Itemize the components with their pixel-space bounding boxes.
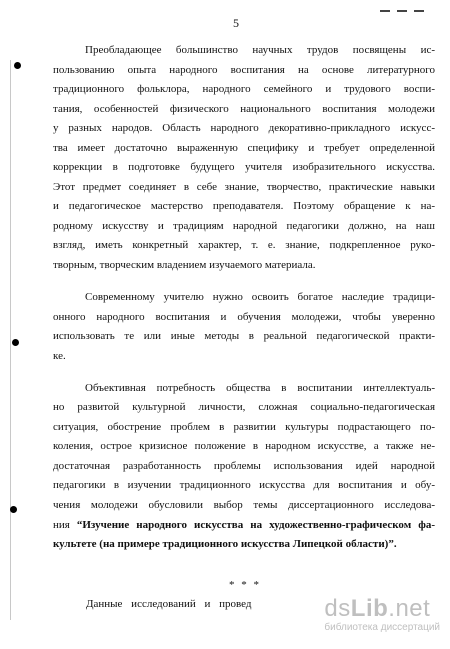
text-line bbox=[53, 516, 435, 536]
text-fragment: ния bbox=[53, 518, 70, 531]
text-line: у разных народов. Область народного декоративно-прикладного искусс- bbox=[53, 122, 435, 135]
paragraph bbox=[53, 41, 435, 276]
text-line: достаточная разработанность проблемы использования идей народной bbox=[53, 459, 435, 472]
punch-hole-dot bbox=[10, 506, 17, 513]
logo-part-light: ds bbox=[324, 595, 351, 622]
section-separator: * * * bbox=[229, 579, 261, 591]
text-line: Этот предмет соединяет в себе знание, творчество, практические навыки bbox=[53, 180, 435, 193]
scan-mark bbox=[414, 10, 424, 12]
scan-mark bbox=[397, 10, 407, 12]
text-line: коления, острое кризисное положение в народном искусстве, а также не- bbox=[53, 440, 435, 453]
text-line: ке. bbox=[53, 349, 66, 362]
body-text bbox=[53, 41, 435, 555]
thesis-title-line: культете (на примере традиционного искусства Липецкой области)”. bbox=[53, 538, 397, 551]
text-line: педагогики в изучении традиционного искусства для воспитания и обу- bbox=[53, 479, 435, 492]
text-line: онного народного воспитания и обучения молодежи, чтобы уверенно bbox=[53, 310, 435, 323]
logo-part-bold: Lib bbox=[350, 595, 389, 622]
text-line: но развитой культурной личности, сложная социально-педагогическая bbox=[53, 401, 435, 414]
text-line: тания, особенностей физического национального воспитания молодежи bbox=[53, 102, 435, 115]
page-number: 5 bbox=[233, 16, 239, 30]
text-line: и педагогическое мастерство преподавателя. Поэтому обращение к на- bbox=[53, 200, 435, 213]
text-line: Преобладающее большинство научных трудов посвящены ис- bbox=[85, 44, 435, 56]
watermark bbox=[324, 597, 440, 635]
text-line: чения молодежи обусловили выбор темы диссертационного исследова- bbox=[53, 499, 435, 512]
text-line: использовать те или иные методы в реальной педагогической практи- bbox=[53, 330, 435, 343]
scan-margin-line bbox=[10, 60, 11, 620]
text-line: взгляд, иметь конкретный характер, т. е. знание, подкрепленное руко- bbox=[53, 239, 435, 252]
text-line: тва имеет достаточно выраженную специфику и требует определенной bbox=[53, 141, 435, 154]
watermark-logo bbox=[324, 597, 440, 621]
text-line: традиционного фольклора, народного семейного и трудового воспи- bbox=[53, 83, 435, 96]
logo-part-tail: .net bbox=[388, 595, 431, 622]
paragraph bbox=[53, 379, 435, 555]
text-line: родному искусству и традициям народной педагогики должно, на наш bbox=[53, 219, 435, 232]
text-line: Объективная потребность общества в воспитании интеллектуаль- bbox=[85, 381, 435, 394]
punch-hole-dot bbox=[14, 62, 21, 69]
punch-hole-dot bbox=[12, 339, 19, 346]
text-line: творным, творческим владением изучаемого материала. bbox=[53, 259, 316, 272]
text-line: Современному учителю нужно освоить богатое наследие традици- bbox=[85, 291, 435, 304]
watermark-subtitle: библиотека диссертаций bbox=[324, 622, 440, 633]
thesis-title-fragment: “Изучение народного искусства на художественно-графическом фа- bbox=[76, 518, 435, 531]
paragraph bbox=[53, 288, 435, 366]
text-line: пользованию опыта народного воспитания на основе литературного bbox=[53, 63, 435, 76]
text-line: ситуация, обострение проблем в развитии культуры подрастающего по- bbox=[53, 420, 435, 433]
scan-mark bbox=[380, 10, 390, 12]
text-line: коррекции в подготовке будущего учителя изобразительного искусства. bbox=[53, 161, 435, 174]
truncated-line: Данные исследований и провед bbox=[86, 598, 252, 610]
